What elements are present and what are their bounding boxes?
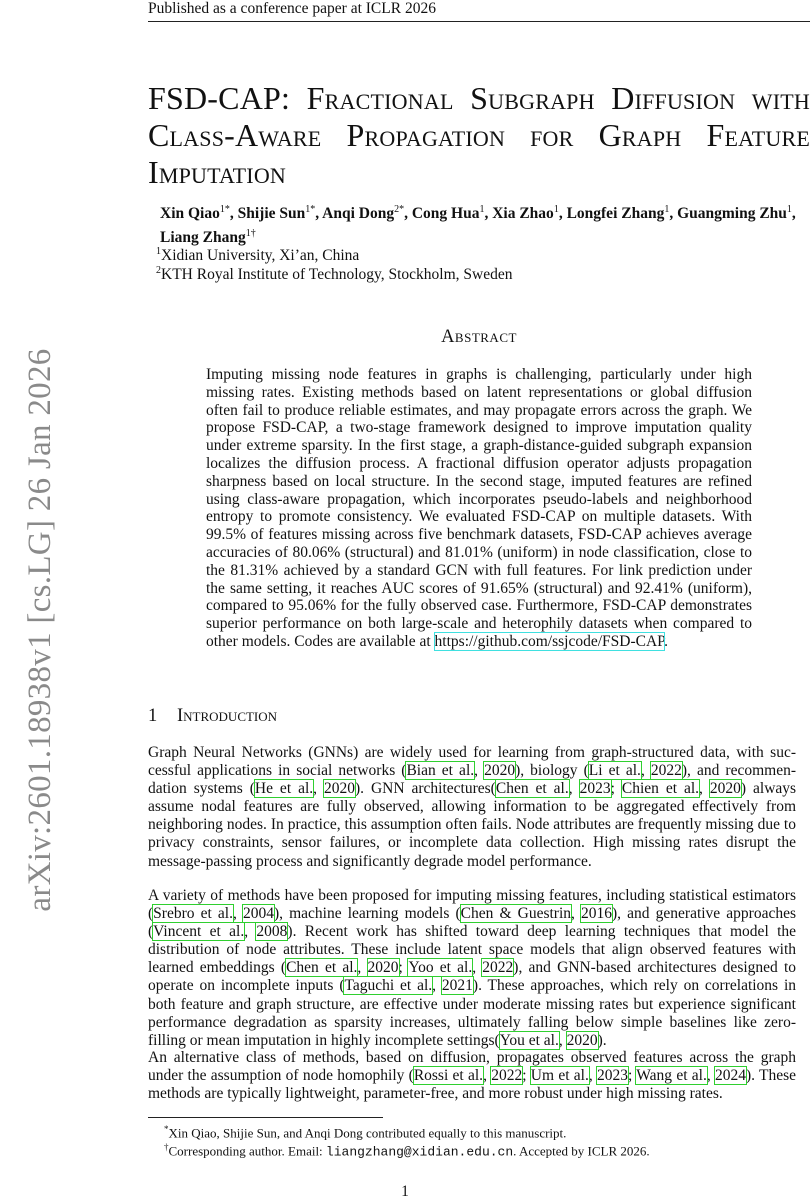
arxiv-stamp: arXiv:2601.18938v1 [cs.LG] 26 Jan 2026 bbox=[22, 348, 58, 912]
footnote-rule bbox=[148, 1117, 383, 1118]
citation-link[interactable]: 2023 bbox=[596, 1067, 628, 1085]
code-link[interactable]: https://github.com/ssjcode/FSD-CAP bbox=[434, 632, 665, 650]
body-text: , bbox=[640, 762, 651, 780]
section-number: 1 bbox=[148, 706, 158, 726]
paragraph bbox=[148, 887, 796, 1050]
citation-link[interactable]: Wang et al. bbox=[636, 1067, 707, 1085]
paragraph bbox=[148, 744, 796, 871]
paper-title bbox=[148, 80, 810, 191]
body-text: ), and recommendation systems ( bbox=[148, 762, 797, 798]
body-text: ). These approaches, which rely on correlations in both feature and graph structure, are effective under moderate missing rates but experience significant performance degradation as sparsity increases, ultimately falling below simple baselines like zero-filling or mean imputation in highly incomplete settings( bbox=[148, 977, 797, 1049]
citation-link[interactable]: Li et al. bbox=[588, 762, 641, 780]
author-name: Anqi Dong bbox=[322, 205, 395, 223]
separator: , bbox=[669, 205, 678, 223]
body-text: A variety of methods have been proposed for imputing missing features, including statistical estimators ( bbox=[148, 887, 796, 923]
citation-link[interactable]: Chen et al. bbox=[495, 780, 569, 798]
citation-link[interactable]: Vincent et al. bbox=[153, 923, 245, 941]
body-text: , bbox=[706, 1067, 715, 1085]
email-address[interactable]: liangzhang@xidian.edu.cn bbox=[325, 1144, 514, 1160]
citation-link[interactable]: 2020 bbox=[566, 1031, 598, 1049]
footnote bbox=[164, 1138, 804, 1161]
citation-link[interactable]: Bian et al. bbox=[406, 762, 475, 780]
abstract-heading: Abstract bbox=[441, 327, 517, 347]
body-text: Graph Neural Networks (GNNs) are widely used for learning from graph-structured data, with successful applications in social networks ( bbox=[148, 744, 796, 780]
author-affiliation-mark: 1† bbox=[245, 228, 256, 240]
author-affiliation-mark: 1* bbox=[219, 204, 230, 215]
body-text: , bbox=[699, 780, 710, 798]
citation-link[interactable]: 2016 bbox=[581, 905, 613, 923]
citation-link[interactable]: You et al. bbox=[499, 1031, 559, 1049]
citation-link[interactable]: 2023 bbox=[579, 780, 611, 798]
body-text: , bbox=[571, 905, 582, 923]
citation-link[interactable]: 2008 bbox=[256, 923, 288, 941]
body-text: , bbox=[432, 977, 442, 995]
title-line: FSD-CAP: Fractional Subgraph Diffusion with bbox=[148, 80, 810, 116]
citation-link[interactable]: 2020 bbox=[709, 780, 741, 798]
body-text: , bbox=[558, 1031, 567, 1049]
footnote-text: Corresponding author. Email: bbox=[168, 1143, 326, 1159]
separator: , bbox=[791, 205, 796, 223]
section-title: Introduction bbox=[177, 706, 278, 726]
citation-link[interactable]: Taguchi et al. bbox=[344, 977, 433, 995]
author-affiliation-mark: 2* bbox=[394, 204, 405, 215]
citation-link[interactable]: 2022 bbox=[482, 959, 514, 977]
author-name: Liang Zhang bbox=[160, 229, 246, 247]
citation-link[interactable]: 2020 bbox=[484, 762, 516, 780]
separator: , bbox=[404, 205, 412, 223]
footnote-text: Xin Qiao, Shijie Sun, and Anqi Dong contributed equally to this manuscript. bbox=[168, 1125, 567, 1141]
body-text: ). GNN architectures( bbox=[354, 780, 496, 798]
citation-link[interactable]: Srebro et al. bbox=[153, 905, 233, 923]
running-header: Published as a conference paper at ICLR 2026 bbox=[148, 0, 436, 17]
citation-link[interactable]: Rossi et al. bbox=[413, 1067, 484, 1085]
footnote-text: . Accepted by ICLR 2026. bbox=[513, 1143, 650, 1159]
citation-link[interactable]: 2024 bbox=[715, 1067, 746, 1085]
citation-link[interactable]: Chien et al. bbox=[621, 780, 700, 798]
paragraph bbox=[148, 1049, 796, 1103]
section-heading bbox=[148, 706, 277, 727]
body-text: , bbox=[483, 1067, 492, 1085]
citation-link[interactable]: Yoo et al. bbox=[408, 959, 473, 977]
body-text: , bbox=[588, 1067, 597, 1085]
title-line: Imputation bbox=[148, 154, 287, 190]
body-text: ; bbox=[627, 1067, 637, 1085]
citation-link[interactable]: He et al. bbox=[254, 780, 314, 798]
body-text: ). Recent work has shifted toward deep learning techniques that model the distribution of node attributes. These include latent space models that align observed features with learned embeddings ( bbox=[148, 923, 797, 977]
abstract-text bbox=[206, 366, 752, 651]
body-text: , bbox=[232, 905, 243, 923]
author-affiliation-mark: 1 bbox=[553, 204, 559, 215]
body-text: ), and generative approaches ( bbox=[148, 905, 797, 941]
citation-link[interactable]: 2004 bbox=[242, 905, 274, 923]
body-text: ), biology ( bbox=[515, 762, 589, 780]
body-text: ). bbox=[597, 1031, 607, 1049]
author-affiliation-mark: 1 bbox=[786, 204, 792, 215]
abstract-end: . bbox=[664, 632, 668, 650]
affiliation-text: KTH Royal Institute of Technology, Stockholm, Sweden bbox=[161, 266, 513, 284]
abstract-body: Imputing missing node features in graphs is challenging, particularly under high missing rates. Existing methods based on latent representations or global diffusion often fail to produce reliable estimates, and may propagate errors across the graph. We propose FSD-CAP, a two-stage framework designed to improve imputation quality under extreme sparsity. In the first stage, a graph-distance-guided subgraph expansion localizes the diffusion process. A fractional diffusion operator adjusts propagation sharpness based on local structure. In the second stage, imputed features are refined using class-aware propagation, which incorporates pseudo-labels and neighborhood entropy to promote consistency. We evaluated FSD-CAP on multiple datasets. With 99.5% of features missing across five benchmark datasets, FSD-CAP achieves average accuracies of 80.06% (structural) and 81.01% (uniform) in node classification, close to the 81.31% achieved by a standard GCN with full features. For link prediction under the same setting, it reaches AUC scores of 91.65% (structural) and 92.41% (uniform), compared to 95.06% for the fully observed case. Furthermore, FSD-CAP demonstrates superior performance on both large-scale and heterophily datasets when compared to other models. Codes are available at bbox=[206, 366, 752, 650]
citation-link[interactable]: 2021 bbox=[441, 977, 473, 995]
body-text: , bbox=[244, 923, 257, 941]
citation-link[interactable]: Chen & Guestrin bbox=[460, 905, 572, 923]
body-text: , bbox=[472, 959, 483, 977]
separator: , bbox=[558, 205, 567, 223]
body-text: , bbox=[474, 762, 485, 780]
author-name: Cong Hua bbox=[411, 205, 480, 223]
body-text: ; bbox=[522, 1067, 531, 1085]
body-text: ; bbox=[398, 959, 409, 977]
author-name: Guangming Zhu bbox=[677, 205, 787, 223]
citation-link[interactable]: 2022 bbox=[491, 1067, 523, 1085]
author-affiliation-mark: 1* bbox=[305, 204, 316, 215]
body-text: ), and GNN-based architectures designed to operate on incomplete inputs ( bbox=[148, 959, 797, 995]
author-name: Shijie Sun bbox=[237, 205, 306, 223]
author-name: Longfei Zhang bbox=[566, 205, 665, 223]
body-text: ). These methods are typically lightweight, parameter-free, and more robust under high missing rates. bbox=[148, 1067, 797, 1103]
title-line: Class-Aware Propagation for Graph Feature bbox=[148, 117, 810, 153]
citation-link[interactable]: Um et al. bbox=[530, 1067, 589, 1085]
author-name: Xia Zhao bbox=[492, 205, 554, 223]
header-rule bbox=[148, 21, 810, 22]
body-text: , bbox=[568, 780, 580, 798]
body-text: , bbox=[313, 780, 324, 798]
citation-link[interactable]: 2020 bbox=[323, 780, 355, 798]
footnote-mark: * bbox=[164, 1124, 169, 1134]
author-affiliation-mark: 1 bbox=[664, 204, 670, 215]
separator: , bbox=[315, 205, 323, 223]
separator: , bbox=[229, 205, 238, 223]
separator: , bbox=[484, 205, 493, 223]
author-name: Xin Qiao bbox=[160, 205, 220, 223]
body-text: An alternative class of methods, based on diffusion, propagates observed features across the graph under the assumption of node homophily ( bbox=[148, 1049, 796, 1085]
body-text: ) always assume nodal features are fully observed, allowing information to be aggregated effectively from neighboring nodes. In practice, this assumption often fails. Node attributes are frequently missing due to privacy constraints, sensor failures, or incomplete data collection. High missing rates disrupt the message-passing process and significantly degrade model performance. bbox=[148, 780, 797, 870]
affiliation-mark: 2 bbox=[156, 265, 161, 276]
affiliation bbox=[156, 261, 806, 284]
page-number: 1 bbox=[401, 1183, 409, 1200]
citation-link[interactable]: 2022 bbox=[650, 762, 682, 780]
body-text: ), machine learning models ( bbox=[273, 905, 461, 923]
footnote-mark: † bbox=[164, 1142, 169, 1152]
author-affiliation-mark: 1 bbox=[479, 204, 485, 215]
citation-link[interactable]: Chen et al. bbox=[286, 959, 358, 977]
body-text: , bbox=[357, 959, 368, 977]
citation-link[interactable]: 2020 bbox=[367, 959, 399, 977]
affiliation-text: Xidian University, Xi’an, China bbox=[161, 247, 360, 265]
affiliation-mark: 1 bbox=[156, 246, 161, 257]
body-text: ; bbox=[610, 780, 622, 798]
